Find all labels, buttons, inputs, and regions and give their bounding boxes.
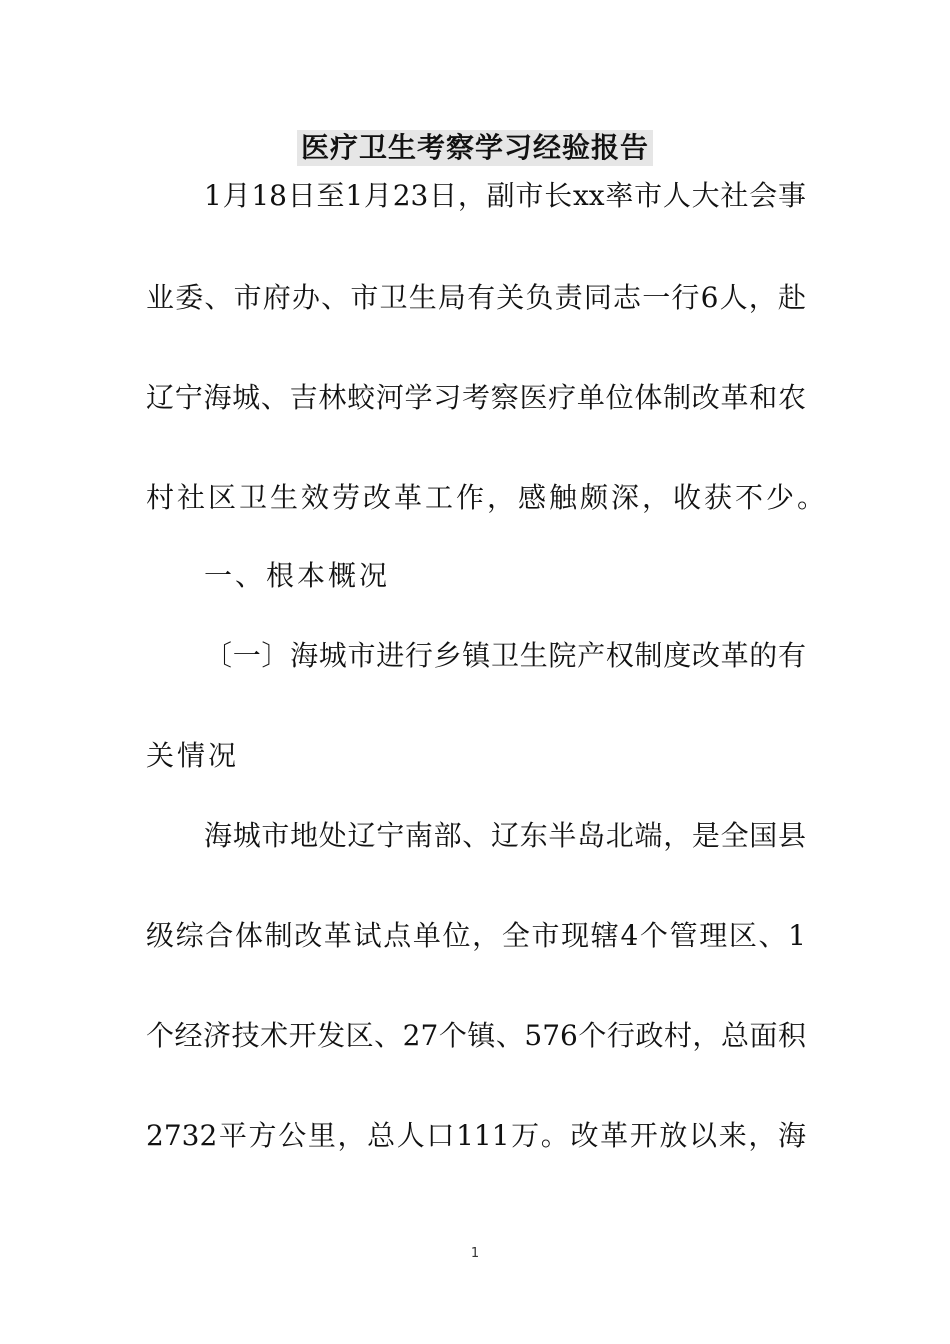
subsection-heading-line: 关情况 bbox=[146, 739, 240, 772]
paragraph-line: 1月18日至1月23日，副市长xx率市人大社会事 bbox=[204, 179, 806, 212]
paragraph-line: 级综合体制改革试点单位，全市现辖4个管理区、1 bbox=[146, 919, 806, 952]
paragraph-line: 业委、市府办、市卫生局有关负责同志一行6人，赴 bbox=[146, 281, 806, 314]
section-heading: 一、根本概况 bbox=[204, 559, 391, 592]
paragraph-line: 2732平方公里，总人口111万。改革开放以来，海 bbox=[146, 1119, 806, 1152]
paragraph-line: 村社区卫生效劳改革工作，感触颇深，收获不少。 bbox=[146, 481, 829, 514]
document-title: 医疗卫生考察学习经验报告 bbox=[297, 130, 653, 166]
paragraph-line: 个经济技术开发区、27个镇、576个行政村，总面积 bbox=[146, 1019, 806, 1052]
subsection-heading-line: 〔一〕海城市进行乡镇卫生院产权制度改革的有 bbox=[204, 639, 806, 672]
page-number: 1 bbox=[470, 1246, 480, 1261]
title-container bbox=[0, 130, 950, 166]
paragraph-line: 辽宁海城、吉林蛟河学习考察医疗单位体制改革和农 bbox=[146, 381, 806, 414]
paragraph-line: 海城市地处辽宁南部、辽东半岛北端，是全国县 bbox=[204, 819, 806, 852]
